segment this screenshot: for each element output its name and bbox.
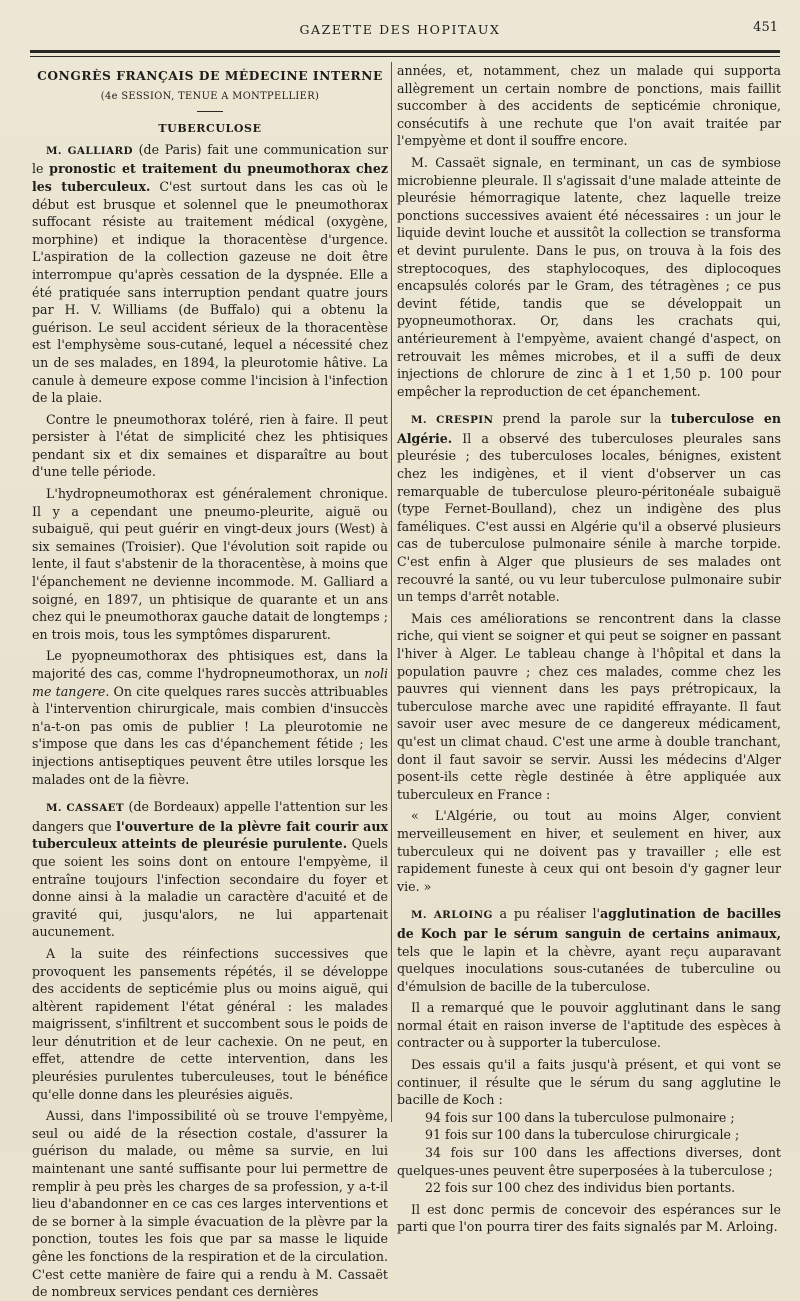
paragraph-lead: a pu réaliser l' [492,906,600,922]
page-number: 451 [753,20,778,35]
left-column [32,62,388,1301]
paragraph: années, et, notamment, chez un malade qui supporta allègrement un certain nombre de ponctions, mais faillit succomber à des accidents de septicémie chronique, consécutifs à une rechute que l'on avait traitée par l'empyème et dont il souffre encore. [397,63,781,149]
congress-title: CONGRÈS FRANÇAIS DE MÉDECINE INTERNE [37,69,383,83]
quotation: « L'Algérie, ou tout au moins Alger, convient merveilleusement en hiver, et seulement en hiver, aux tuberculeux qui ne doivent pas y travailler ; elle est rapidement funeste à ceux qui ont besoin d'y gagner leur vie. » [397,808,781,894]
topic-heading: tuberculose en Algérie. [397,411,782,446]
list-item: 34 fois sur 100 dans les affections diverses, dont quelques-unes peuvent être superposées à la tuberculose ; [397,1145,781,1178]
speaker-name: M. ARLOING [411,909,493,922]
paragraph-text: Quels que soient les soins dont on entoure l'empyème, il entraîne toujours l'infection secondaire du foyer et donne ainsi à la maladie un caractère d'acuité et de gravité qui, jusqu'alors, ne lui appartenait aucunement. [32,836,388,940]
right-column [397,62,781,1236]
paragraph: L'hydropneumothorax est généralement chronique. Il y a cependant une pneumo-pleurite, aiguë ou subaiguë, qui peut guérir en vingt-deux jours (West) à six semaines (Troisier). Que l'évolution soit rapide ou lente, il faut s'abstenir de la thoracentèse, à moins que l'épanchement ne devienne incommode. M. Galliard a soigné, en 1897, un phtisique de quarante et un ans chez qui le pneumothorax gauche datait de longtemps ; en trois mois, tous les symptômes disparurent. [32,486,388,642]
list-item: 22 fois sur 100 chez des individus bien portants. [425,1180,736,1196]
paragraph-arloing [397,905,781,995]
paragraph: Contre le pneumothorax toléré, rien à faire. Il peut persister à l'état de simplicité chez les phtisiques pendant six et dix semaines et disparaître au bout d'une telle période. [32,411,388,480]
paragraph: A la suite des réinfections successives que provoquent les pansements répétés, il se développe des accidents de septicémie plus ou moins aiguë, qui altèrent rapidement l'état général : les malades maigrissent, s'infiltrent et succombent sous le poids de leur dénutrition et de leur cachexie. On ne peut, en effet, attendre de cette intervention, dans les pleurésies purulentes tuberculeuses, tout le bénéfice qu'elle donne dans les pleurésies aiguës. [32,945,388,1102]
running-title: GAZETTE DES HOPITAUX [299,22,501,37]
paragraph-text: Il a observé des tuberculoses pleurales sans pleurésie ; des tuberculoses locales, bénignes, existent chez les indigènes, et il vient d'observer un cas remarquable de tuberculose pleuro-péritonéale subaiguë (type Fernet-Boulland), chez un indigène des plus faméliques. C'est aussi en Algérie qu'il a observé plusieurs cas de tuberculose pulmonaire sénile à marche torpide. C'est enfin à Alger que plusieurs de ses malades ont recouvré la santé, ou vu leur tuberculose pulmonaire subir un temps d'arrêt notable. [397,430,781,605]
paragraph-lead: (de Paris) fait une communication sur le [32,141,388,177]
paragraph: Il est donc permis de concevoir des espérances sur le parti que l'on pourra tirer des faits signalés par M. Arloing. [397,1201,781,1235]
list-item: 91 fois sur 100 dans la tuberculose chirurgicale ; [425,1127,740,1143]
speaker-name: M. CASSAET [46,802,125,815]
paragraph-crespin [397,410,781,606]
paragraph-text: C'est surtout dans les cas où le début est brusque et solennel que le pneumothorax suffocant résiste au traitement médical (oxygène, morphine) et indique la thoracentèse d'urgence. L'aspiration de la collection gazeuse ne doit être interrompue qu'après cessation de la dyspnée. Elle a été pratiquée sans interruption pendant quatre jours par H. V. Williams (de Buffalo) qui a obtenu la guérison. Le seul accident sérieux de la thoracentèse est l'emphysème sous-cutané, lequel a nécessité chez un de ses malades, en 1894, la pleurotomie hâtive. La canule à demeure expose comme l'incision à l'infection de la plaie. [32,178,389,406]
topic-heading: l'ouverture de la plèvre fait courir aux tuberculeux atteints de pleurésie purulente. [32,818,389,852]
paragraph-text: . On cite quelques rares succès attribuables à l'intervention chirurgicale, mais combien d'insuccès n'a-t-on pas omis de publier ! La pleurotomie ne s'impose que dans les cas d'épanchement fétide ; les injections antiseptiques peuvent être utiles lorsque les malades ont de la fièvre. [32,683,388,787]
paragraph: Mais ces améliorations se rencontrent dans la classe riche, qui vient se soigner et qui peut se soigner en passant l'hiver à Alger. Le tableau change à l'hôpital et dans la population pauvre ; chez ces malades, comme chez les pauvres qui viennent dans les pays prétropicaux, la tuberculose marche avec une rapidité effrayante. Il faut savoir user avec mesure de ce dangereux médicament, qu'est un climat chaud. C'est une arme à double tranchant, dont il faut savoir se servir. Aussi les médecins d'Alger posent-ils cette règle destinée à être appliquée aux tuberculeux en France : [397,610,781,802]
paragraph-lead: (de Bordeaux) appelle l'attention sur les dangers que [32,799,388,834]
speaker-name: M. CRESPIN [411,414,494,427]
paragraph-lead: prend la parole sur la [493,411,671,427]
list-item: 94 fois sur 100 dans la tuberculose pulmonaire ; [425,1109,735,1125]
header-rule-thick [30,50,780,53]
topic-heading: agglutination de bacilles de Koch par le sérum sanguin de certains animaux, [397,906,781,941]
column-divider [391,62,392,1122]
speaker-name: M. GALLIARD [46,144,133,157]
latin-phrase: noli me tangere [32,666,388,699]
title-rule [197,111,223,112]
paragraph-text: Le pyopneumothorax des phtisiques est, dans la majorité des cas, comme l'hydropneumothorax, un [32,648,388,681]
paragraph: Il a remarqué que le pouvoir agglutinant dans le sang normal était en raison inverse de l'aptitude des espèces à contracter ou à supporter la tuberculose. [397,1000,781,1051]
paragraph-cassaet [32,798,388,941]
paragraph: M. Cassaët signale, en terminant, un cas de symbiose microbienne pleurale. Il s'agissait d'une malade atteinte de pleurésie hémorragique latente, chez laquelle treize ponctions successives avaient été nécessaires : un jour le liquide devint louche et aussitôt la collection se transforma et devint purulente. Dans le pus, on trouva à la fois des streptocoques, des staphylocoques, des diplocoques encapsulés colorés par le Gram, des tétragènes ; ce pus devint fétide, tandis que se développait un pyopneumothorax. Or, dans les crachats qui, antérieurement à l'empyème, avaient changé d'aspect, on retrouvait les mêmes microbes, et il a suffi de deux injections de chlorure de zinc à 1 et 1,50 p. 100 pour empêcher la reproduction de cet épanchement. [397,154,781,399]
section-title: TUBERCULOSE [158,122,262,136]
paragraph: Aussi, dans l'impossibilité où se trouve l'empyème, seul ou aidé de la résection costale, d'assurer la guérison du malade, ou même sa survie, en lui maintenant une santé suffisante pour lui permettre de remplir à peu près les charges de sa profession, y a-t-il lieu d'abandonner en ce cas ces larges interventions et de se borner à la simple évacuation de la plèvre par la ponction, toutes les fois que par sa masse le liquide gêne les fonctions de la respiration et de la circulation. C'est cette manière de faire qui a rendu à M. Cassaët de nombreux services pendant ces dernières [32,1108,388,1300]
congress-subtitle: (4e SESSION, TENUE A MONTPELLIER) [100,90,320,102]
paragraph-text: tels que le lapin et la chèvre, ayant reçu auparavant quelques inoculations sous-cutanées de tuberculine ou d'émulsion de bacille de la tuberculose. [397,943,781,994]
paragraph-galliard [32,141,388,407]
page-header [0,18,800,42]
paragraph: Des essais qu'il a faits jusqu'à présent, et qui vont se continuer, il résulte que le sérum du sang agglutine le bacille de Koch : [397,1057,781,1108]
header-rule-thin [30,56,780,57]
paragraph [32,647,388,788]
topic-heading: pronostic et traitement du pneumothorax chez les tuberculeux. [32,161,389,194]
